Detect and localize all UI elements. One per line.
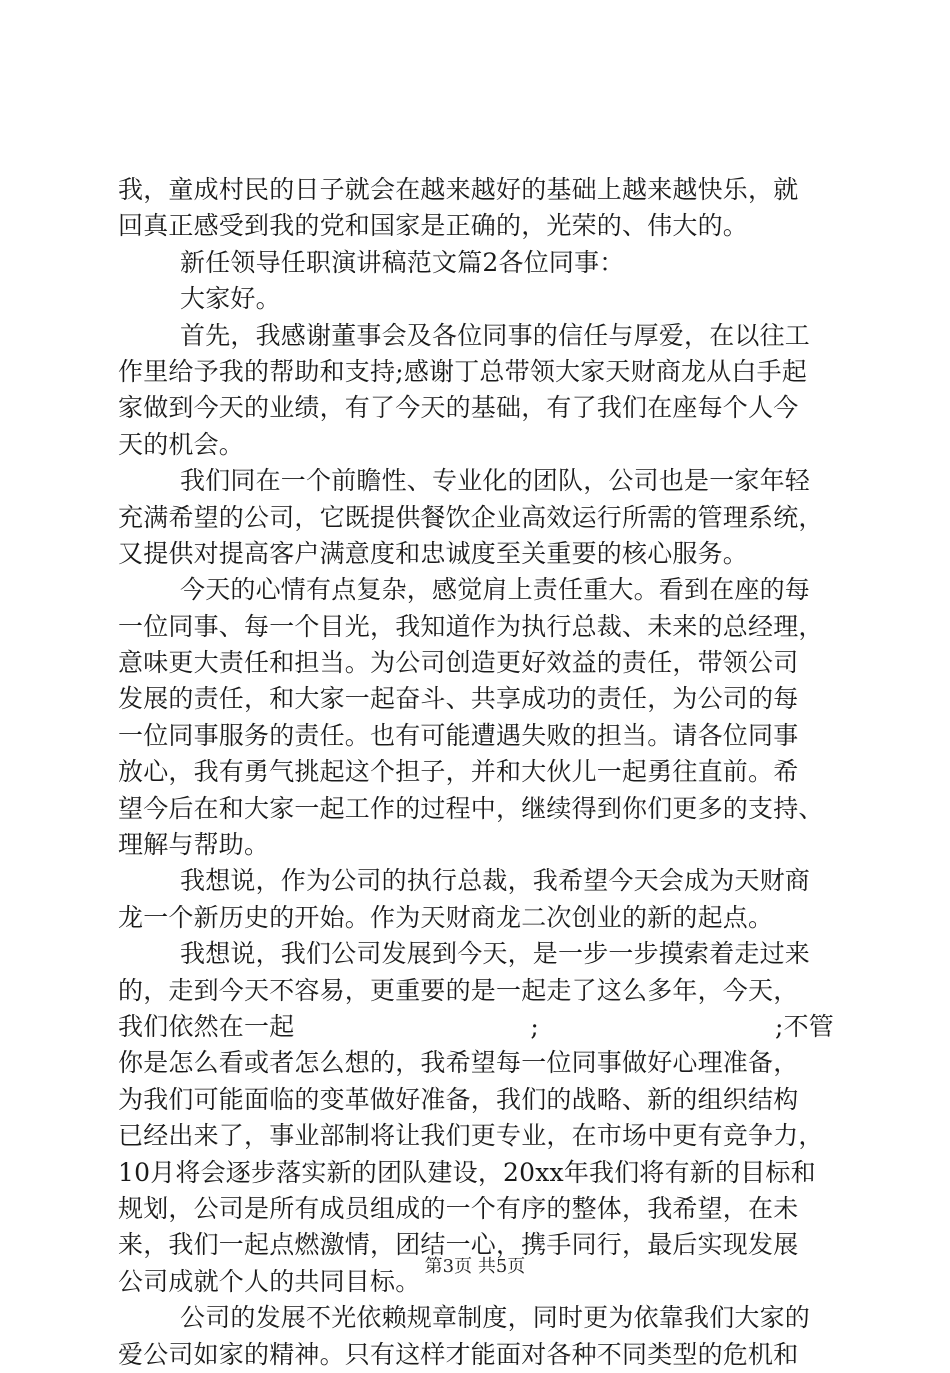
gap-line-part-2: ;	[530, 1011, 539, 1041]
text-line: 天的机会。	[118, 429, 245, 459]
text-line: 我们同在一个前瞻性、专业化的团队，公司也是一家年轻	[180, 466, 811, 496]
text-line: 的，走到今天不容易，更重要的是一起走了这么多年，今天，	[118, 975, 799, 1005]
text-line: 大家好。	[180, 284, 281, 314]
text-line: 首先，我感谢董事会及各位同事的信任与厚爱，在以往工	[180, 320, 811, 350]
text-line: 回真正感受到我的党和国家是正确的，光荣的、伟大的。	[118, 211, 749, 241]
text-line: 公司的发展不光依赖规章制度，同时更为依靠我们大家的	[180, 1303, 811, 1333]
text-line-gap	[118, 1009, 838, 1045]
text-line: 爱公司如家的精神。只有这样才能面对各种不同类型的危机和	[118, 1339, 799, 1369]
text-line: 充满希望的公司，它既提供餐饮企业高效运行所需的管理系统，	[118, 502, 824, 532]
paragraph-block	[118, 172, 838, 1009]
text-line: 一位同事、每一个目光，我知道作为执行总裁、未来的总经理，	[118, 611, 824, 641]
text-line: 你是怎么看或者怎么想的，我希望每一位同事做好心理准备，	[118, 1048, 799, 1078]
text-line: 规划，公司是所有成员组成的一个有序的整体，我希望，在未	[118, 1193, 799, 1223]
text-line: 作里给予我的帮助和支持;感谢丁总带领大家天财商龙从白手起	[118, 356, 808, 386]
page-footer	[0, 1252, 950, 1278]
paragraph-block	[118, 1045, 838, 1373]
text-line: 理解与帮助。	[118, 830, 270, 860]
gap-line-part-1: 我们依然在一起	[118, 1011, 295, 1041]
text-line: 今天的心情有点复杂，感觉肩上责任重大。看到在座的每	[180, 575, 811, 605]
text-line: 龙一个新历史的开始。作为天财商龙二次创业的新的起点。	[118, 902, 774, 932]
text-line: 10月将会逐步落实新的团队建设，20xx年我们将有新的目标和	[118, 1157, 816, 1187]
gap-line-part-3: ;不管	[774, 1011, 834, 1041]
text-line: 我想说，作为公司的执行总裁，我希望今天会成为天财商	[180, 866, 811, 896]
text-line: 来，我们一起点燃激情，团结一心，携手同行，最后实现发展	[118, 1230, 799, 1260]
text-line: 已经出来了，事业部制将让我们更专业，在市场中更有竞争力，	[118, 1121, 824, 1151]
text-line: 公司成就个人的共同目标。	[118, 1266, 421, 1296]
document-body	[118, 172, 838, 1373]
text-line: 我，童成村民的日子就会在越来越好的基础上越来越快乐，就	[118, 175, 799, 204]
text-line: 发展的责任，和大家一起奋斗、共享成功的责任，为公司的每	[118, 684, 799, 714]
text-line: 望今后在和大家一起工作的过程中，继续得到你们更多的支持、	[118, 793, 824, 823]
text-line: 为我们可能面临的变革做好准备，我们的战略、新的组织结构	[118, 1084, 799, 1114]
text-line: 放心，我有勇气挑起这个担子，并和大伙儿一起勇往直前。希	[118, 757, 799, 787]
text-line: 一位同事服务的责任。也有可能遭遇失败的担当。请各位同事	[118, 720, 799, 750]
text-line: 意味更大责任和担当。为公司创造更好效益的责任，带领公司	[118, 648, 799, 678]
text-line: 家做到今天的业绩，有了今天的基础，有了我们在座每个人今	[118, 393, 799, 423]
text-line: 又提供对提高客户满意度和忠诚度至关重要的核心服务。	[118, 538, 749, 568]
page-number: 第3页 共5页	[424, 1256, 526, 1277]
text-line: 我想说，我们公司发展到今天，是一步一步摸索着走过来	[180, 939, 811, 969]
text-line: 新任领导任职演讲稿范文篇2各位同事：	[180, 247, 625, 277]
